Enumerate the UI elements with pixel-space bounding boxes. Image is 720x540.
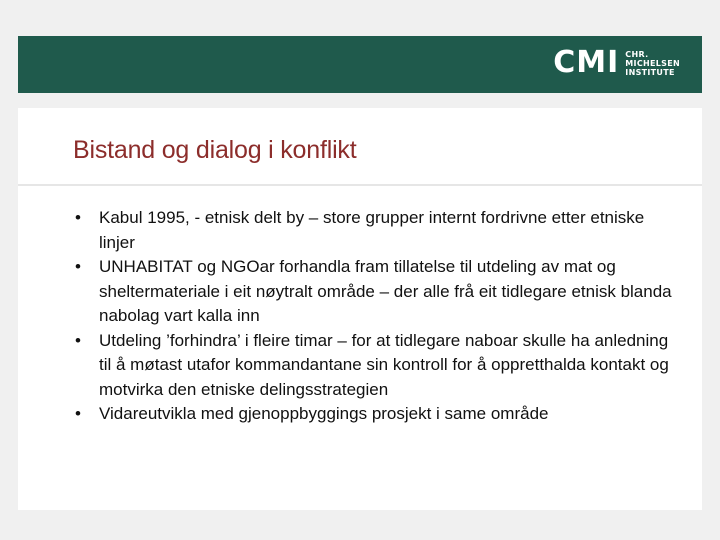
bullet-text: Utdeling ’forhindra’ i fleire timar – for at tidlegare naboar skulle ha anledning til å møtast utafor kommandantane sin kontroll for å oppretthalda kontakt og motvirka den etniske delingsstrategien [99,330,669,399]
slide-title: Bistand og dialog i konflikt [73,136,357,164]
logo-line-1: CHR. [625,49,649,59]
bullet-icon: • [75,208,81,227]
bullet-icon: • [75,330,81,350]
logo-line-2: MICHELSEN [625,58,680,68]
logo-line-3: INSTITUTE [625,67,675,77]
bullet-text: Vidareutvikla med gjenoppbyggings prosjekt i same område [99,404,549,423]
slide-panel [18,108,702,510]
bullet-item [73,402,673,427]
bullet-icon: • [75,404,81,423]
logo-text [625,50,680,77]
bullet-item [73,206,673,255]
cmi-logo [553,45,680,80]
bullet-list [73,206,673,427]
bullet-text: UNHABITAT og NGOar forhandla fram tillatelse til utdeling av mat og sheltermateriale i eit nøytralt område – der alle frå eit tidlegare etnisk blanda nabolag vart kalla inn [99,257,672,325]
logo-mark: CMI [553,45,620,80]
bullet-item [73,255,673,329]
bullet-item [73,329,673,403]
bullet-text: Kabul 1995, - etnisk delt by – store grupper internt fordrivne etter etniske linjer [99,208,645,252]
header-bar [18,36,702,93]
title-divider [18,184,702,186]
bullet-icon: • [75,257,81,276]
